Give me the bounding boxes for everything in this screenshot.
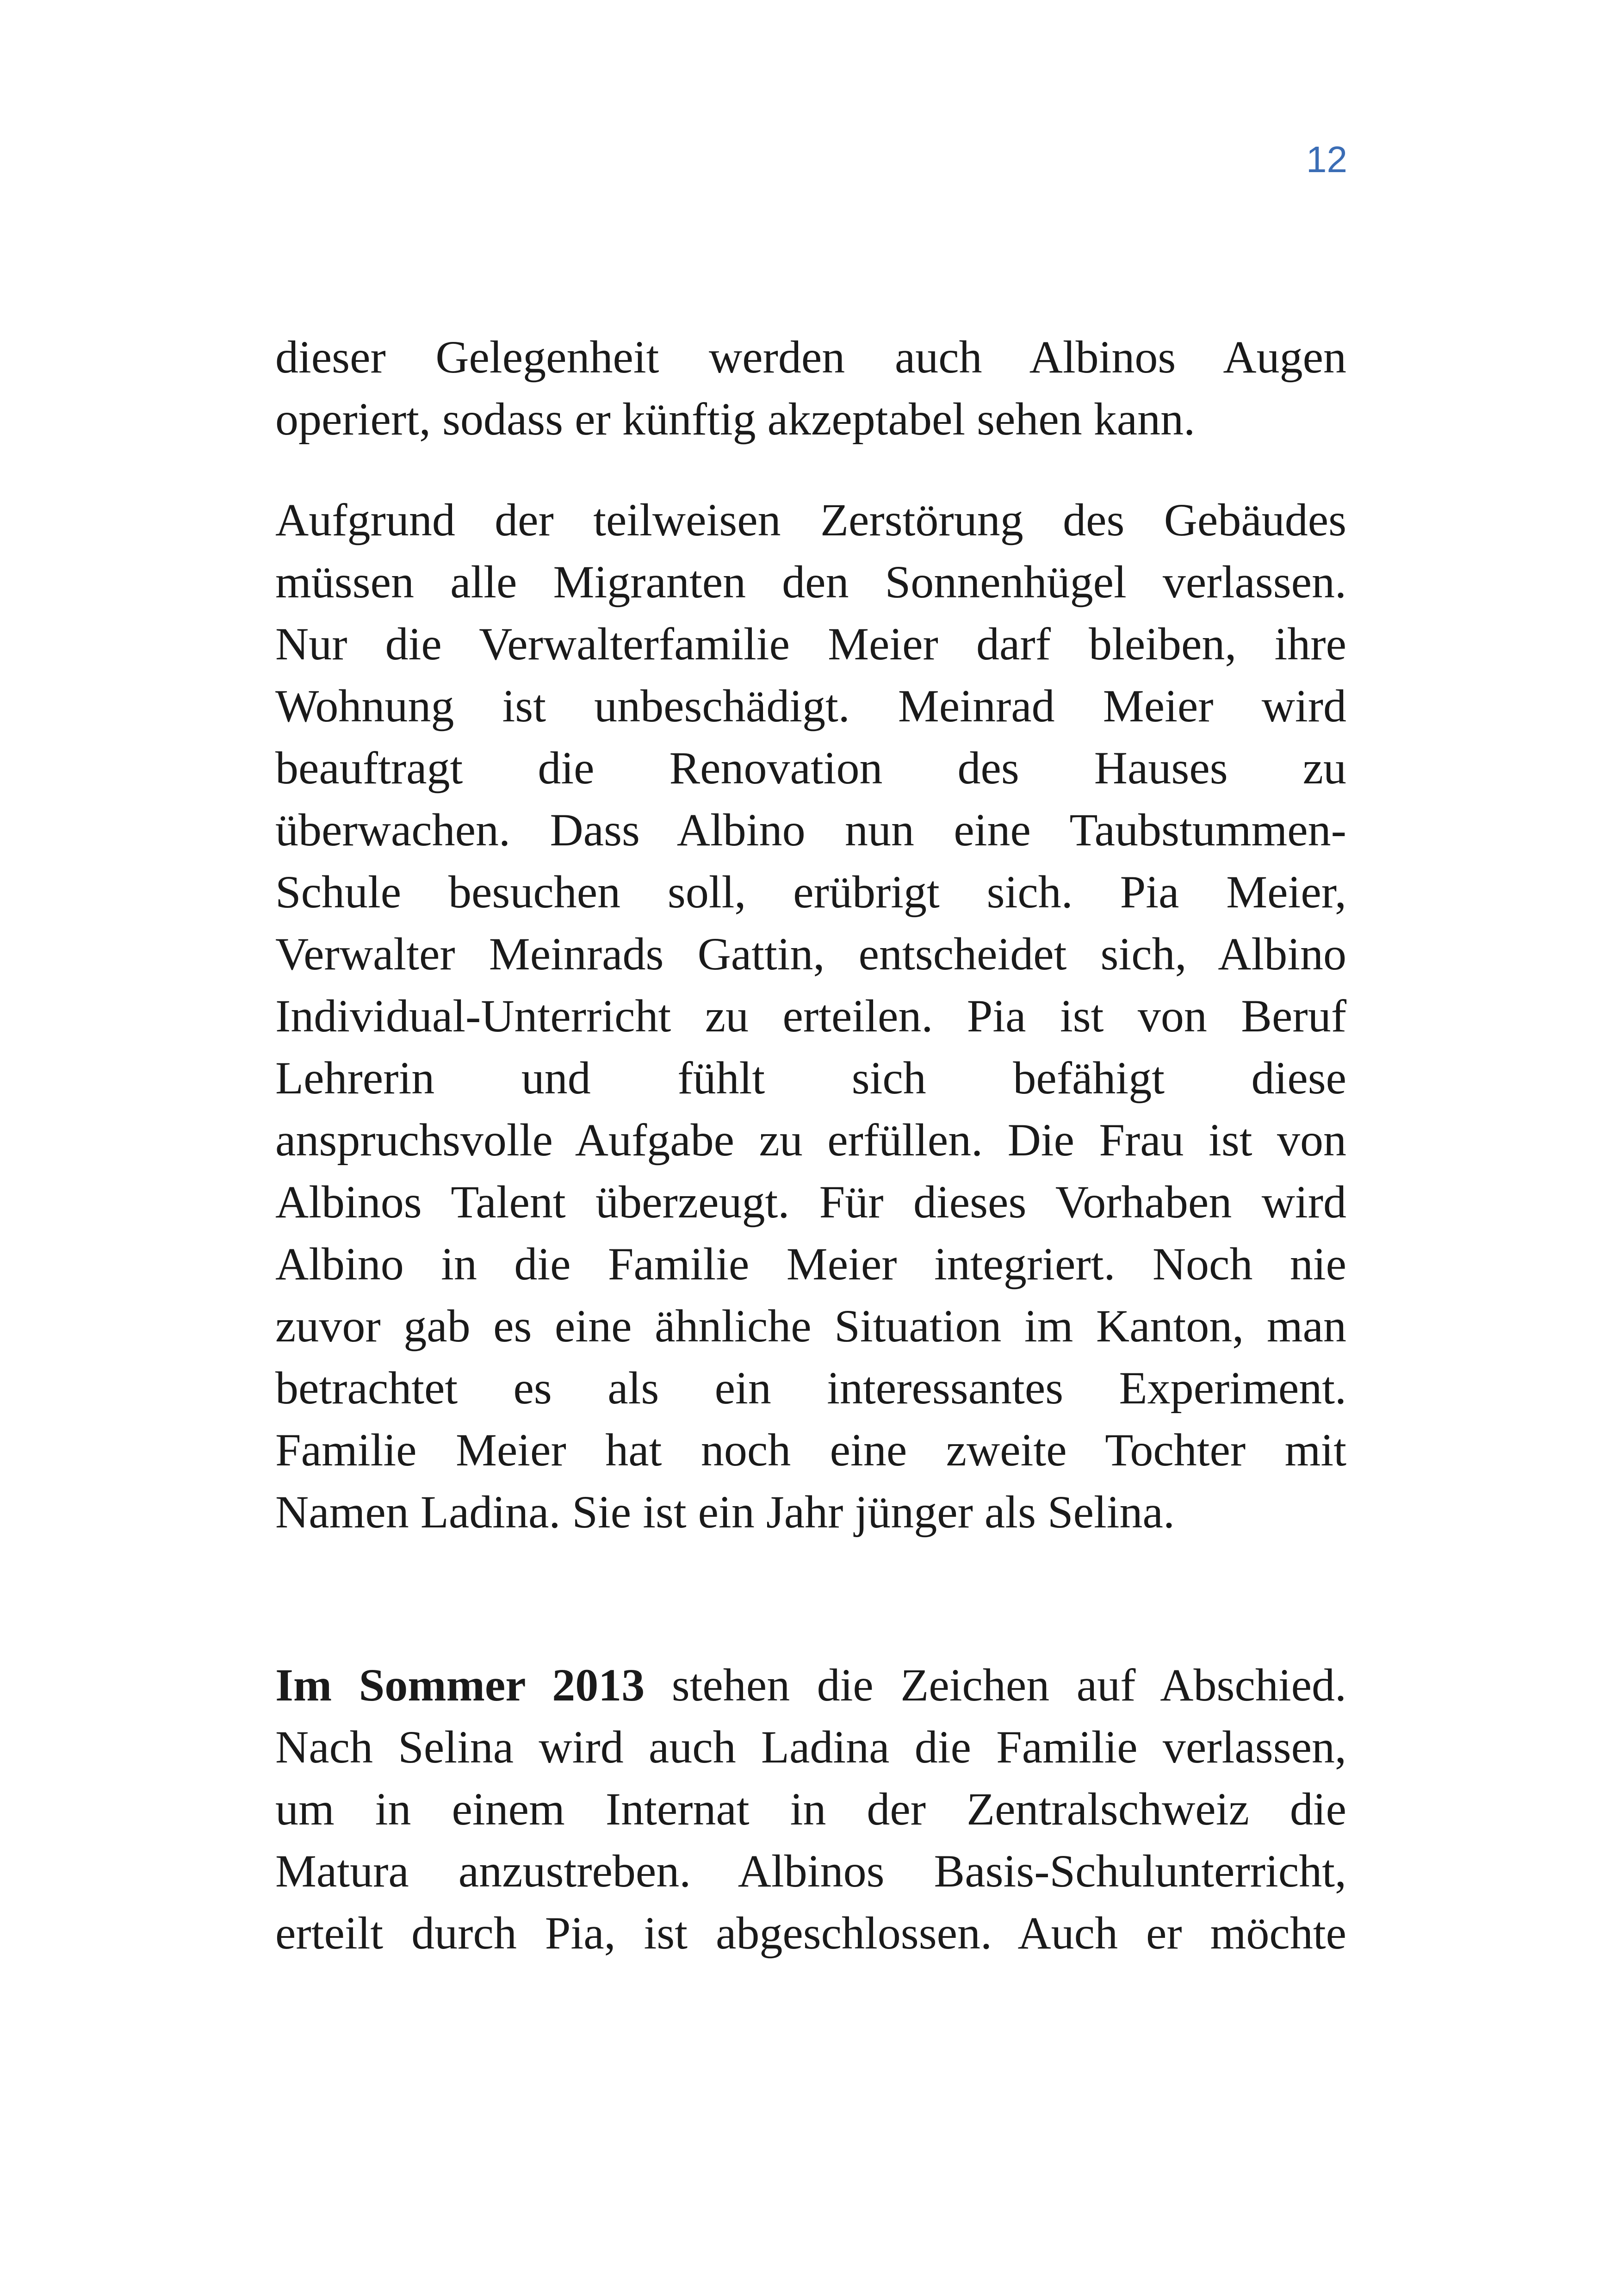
text-line xyxy=(275,1654,1346,1716)
text-line: operiert, sodass er künftig akzeptabel sehen kann. xyxy=(275,393,1196,445)
text-line: dieser Gelegenheit werden auch Albinos Augen xyxy=(275,331,1346,383)
text-line: beauftragt die Renovation des Hauses zu xyxy=(275,742,1346,794)
text-line: anspruchsvolle Aufgabe zu erfüllen. Die Frau ist von xyxy=(275,1114,1346,1166)
text-line: müssen alle Migranten den Sonnenhügel verlassen. xyxy=(275,556,1346,608)
text-line: Verwalter Meinrads Gattin, entscheidet sich, Albino xyxy=(275,928,1346,980)
text-line: Albinos Talent überzeugt. Für dieses Vorhaben wird xyxy=(275,1176,1346,1228)
text-line: Matura anzustreben. Albinos Basis-Schulunterricht, xyxy=(275,1845,1346,1897)
text-line: Wohnung ist unbeschädigt. Meinrad Meier wird xyxy=(275,680,1346,732)
page-number: 12 xyxy=(1306,139,1347,180)
paragraph-1 xyxy=(275,326,1346,450)
text-line: Aufgrund der teilweisen Zerstörung des Gebäudes xyxy=(275,494,1346,546)
text-line: betrachtet es als ein interessantes Experiment. xyxy=(275,1362,1346,1414)
text-line: Lehrerin und fühlt sich befähigt diese xyxy=(275,1052,1346,1104)
text-line-rest: stehen die Zeichen auf Abschied. xyxy=(645,1659,1346,1711)
text-line: überwachen. Dass Albino nun eine Taubstummen- xyxy=(275,804,1346,856)
text-line: Schule besuchen soll, erübrigt sich. Pia Meier, xyxy=(275,866,1346,918)
text-line: Individual-Unterricht zu erteilen. Pia ist von Beruf xyxy=(275,990,1346,1042)
text-line: Nur die Verwalterfamilie Meier darf bleiben, ihre xyxy=(275,618,1346,670)
paragraph-3 xyxy=(275,1654,1346,1964)
paragraph-2 xyxy=(275,489,1346,1543)
text-line: Albino in die Familie Meier integriert. Noch nie xyxy=(275,1238,1346,1290)
text-line: Nach Selina wird auch Ladina die Familie verlassen, xyxy=(275,1721,1346,1773)
bold-date-lead: Im Sommer 2013 xyxy=(275,1659,645,1711)
text-line: erteilt durch Pia, ist abgeschlossen. Auch er möchte xyxy=(275,1907,1346,1959)
text-line: zuvor gab es eine ähnliche Situation im Kanton, man xyxy=(275,1300,1346,1352)
text-line: Familie Meier hat noch eine zweite Tochter mit xyxy=(275,1424,1346,1476)
text-line: Namen Ladina. Sie ist ein Jahr jünger als Selina. xyxy=(275,1486,1175,1538)
text-line: um in einem Internat in der Zentralschweiz die xyxy=(275,1783,1346,1835)
